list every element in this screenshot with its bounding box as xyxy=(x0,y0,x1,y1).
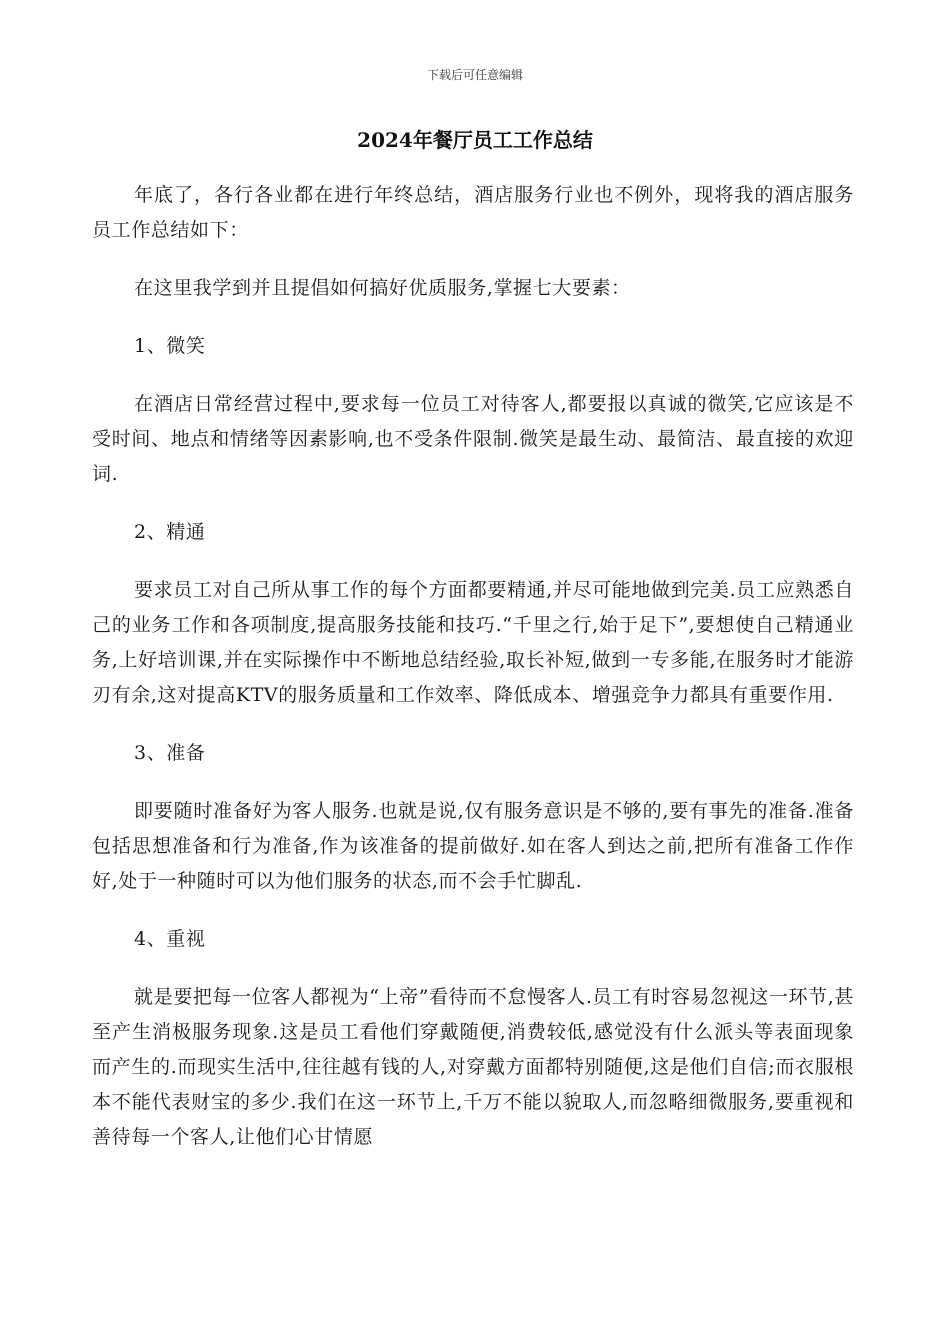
section-body-proficiency: 要求员工对自己所从事工作的每个方面都要精通,并尽可能地做到完美.员工应熟悉自己的业务工作和各项制度,提高服务技能和技巧.“千里之行,始于足下”,要想使自己精通业务,上好培训课,并在实际操作中不断地总结经验,取长补短,做到一专多能,在服务时才能游刃有余,这对提高KTV的服务质量和工作效率、降低成本、增强竞争力都具有重要作用. xyxy=(92,579,854,706)
lead-paragraph: 在这里我学到并且提倡如何搞好优质服务,掌握七大要素： xyxy=(134,277,631,299)
section-body-preparation: 即要随时准备好为客人服务.也就是说,仅有服务意识是不够的,要有事先的准备.准备包括思想准备和行为准备,作为该准备的提前做好.如在客人到达之前,把所有准备工作作好,处于一种随时可以为他们服务的状态,而不会手忙脚乱. xyxy=(92,800,854,892)
intro-paragraph: 年底了，各行各业都在进行年终总结，酒店服务行业也不例外，现将我的酒店服务员工作总结如下： xyxy=(92,184,854,241)
section-heading-attention: 4、重视 xyxy=(134,928,206,950)
section-heading-proficiency: 2、精通 xyxy=(134,521,206,543)
document-title: 2024年餐厅员工工作总结 xyxy=(357,128,593,152)
section-heading-preparation: 3、准备 xyxy=(134,742,206,764)
header-note: 下载后可任意编辑 xyxy=(426,68,523,82)
section-body-smile: 在酒店日常经营过程中,要求每一位员工对待客人,都要报以真诚的微笑,它应该是不受时间、地点和情绪等因素影响,也不受条件限制.微笑是最生动、最简洁、最直接的欢迎词. xyxy=(92,393,854,485)
section-heading-smile: 1、微笑 xyxy=(134,335,206,357)
section-body-attention: 就是要把每一位客人都视为“上帝”看待而不怠慢客人.员工有时容易忽视这一环节,甚至产生消极服务现象.这是员工看他们穿戴随便,消费较低,感觉没有什么派头等表面现象而产生的.而现实生活中,往往越有钱的人,对穿戴方面都特别随便,这是他们自信;而衣服根本不能代表财宝的多少.我们在这一环节上,千万不能以貌取人,而忽略细微服务,要重视和善待每一个客人,让他们心甘情愿 xyxy=(92,986,854,1148)
document-body xyxy=(92,178,854,1178)
